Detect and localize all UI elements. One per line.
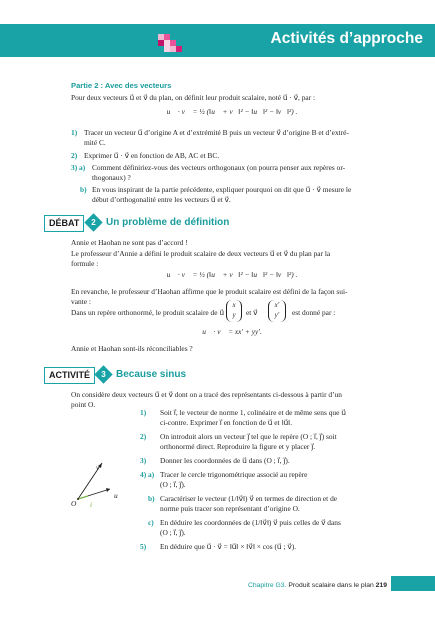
header-decoration — [158, 34, 182, 58]
question-text: (O ; i⃗, j⃗). — [160, 528, 186, 537]
question-number: 4) a) — [140, 470, 155, 479]
partie2-formula: u⃗ · v⃗ = ½ (‖u⃗ + v⃗‖² − ‖u⃗‖² − ‖v⃗‖²) . — [166, 107, 298, 116]
footer — [248, 581, 387, 590]
debat-line-5: vante : — [71, 297, 91, 306]
debat-line-4: En revanche, le professeur d’Haohan affirme que le produit scalaire est défini de la façon sui- — [71, 287, 348, 296]
header-square — [176, 46, 182, 52]
question-number: 1) — [140, 408, 147, 417]
question-text: Soit i⃗, le vecteur de norme 1, colinéaire et de même sens que u⃗ — [160, 408, 346, 417]
footer-page-number: 219 — [375, 582, 387, 589]
debat-title: Un problème de définition — [106, 217, 230, 228]
fig-label-v: v⃗ — [96, 463, 106, 472]
activite-intro-cont: point O. — [71, 400, 96, 409]
question-text: On introduit alors un vecteur j⃗ tel que le repère (O ; i⃗, j⃗) soit — [160, 432, 337, 441]
partie2-q1-cont: mité C. — [84, 138, 106, 147]
question-text: (O ; i⃗, j⃗). — [160, 480, 186, 489]
partie2-intro: Pour deux vecteurs u⃗ et v⃗ du plan, on définit leur produit scalaire, noté u⃗ · v⃗, par : — [71, 93, 316, 102]
question-text: Donner les coordonnées de u⃗ dans (O ; i⃗, j⃗). — [160, 456, 290, 465]
debat-formula-2: u⃗ · v⃗ = xx′ + yy′. — [202, 327, 262, 336]
activite-label: ACTIVITÉ — [44, 367, 95, 384]
debat-formula: u⃗ · v⃗ = ½ (‖u⃗ + v⃗‖² − ‖u⃗‖² − ‖v⃗‖²) . — [166, 270, 298, 279]
debat-line-6g: est donné par : — [292, 308, 336, 317]
footer-tab — [391, 576, 435, 591]
question-number: 3) — [140, 456, 147, 465]
question-text: norme puis tracer son représentant d’origine O. — [160, 504, 300, 513]
vector-u-arrowhead — [106, 488, 110, 492]
debat-u-x: x — [232, 301, 236, 309]
debat-vector-u-coords — [226, 300, 242, 322]
debat-u-y: y — [232, 311, 236, 319]
partie2-q1-number: 1) — [71, 128, 78, 137]
debat-number: 2 — [91, 218, 96, 227]
header-square — [164, 46, 170, 52]
debat-line-1: Annie et Haohan ne sont pas d’accord ! — [71, 238, 188, 247]
question-number: 2) — [140, 432, 147, 441]
question-number: b) — [148, 494, 155, 503]
question-number: c) — [148, 518, 154, 527]
question-text: ci-contre. Exprimer i⃗ en fonction de u⃗ et ‖u⃗‖. — [160, 418, 293, 427]
fig-label-o: O — [71, 499, 77, 508]
activite-number: 3 — [101, 370, 106, 379]
question-text: orthonormé direct. Reproduire la figure et y placer j⃗. — [160, 442, 316, 451]
partie2-q3a: Comment définiriez-vous des vecteurs orthogonaux (on pourra penser aux repères or- — [92, 163, 346, 172]
partie2-q3b-number: b) — [80, 185, 87, 194]
debat-line-2: Le professeur d’Annie a défini le produit scalaire de deux vecteurs u⃗ et v⃗ du plan par la — [71, 249, 331, 258]
partie2-q3b: En vous inspirant de la partie précédente, expliquer pourquoi on dit que u⃗ · v⃗ mesure le — [92, 185, 352, 194]
partie2-heading: Partie 2 : Avec des vecteurs — [71, 81, 172, 90]
debat-label: DÉBAT — [44, 215, 84, 232]
question-text: Tracer le cercle trigonométrique associé au repère — [160, 470, 308, 479]
partie2-q3b-cont: début d’orthogonalité entre les vecteurs u⃗ et v⃗. — [92, 195, 231, 204]
activite-intro: On considère deux vecteurs u⃗ et v⃗ dont on a tracé des représentants ci-dessous à partir d’un — [71, 390, 342, 399]
question-text: En déduire que u⃗ · v⃗ = ‖u⃗‖ × ‖v⃗‖ × cos (u⃗ ; v⃗). — [160, 542, 297, 551]
debat-v-y: y′ — [274, 311, 280, 319]
question-text: En déduire les coordonnées de (1/‖v⃗‖) v⃗ puis celles de v⃗ dans — [160, 518, 341, 527]
debat-line-6a: Dans un repère orthonormé, le produit scalaire de u⃗ — [71, 308, 225, 317]
question-text: Caractériser le vecteur (1/‖v⃗‖) v⃗ en termes de direction et de — [160, 494, 338, 503]
fig-label-i: i⃗ — [90, 500, 98, 509]
footer-chapter: Chapitre G3. — [247, 582, 287, 589]
fig-label-u: u⃗ — [114, 491, 124, 500]
debat-line-6d: et v⃗ — [246, 308, 258, 317]
activite-title: Because sinus — [116, 369, 187, 380]
partie2-q2-number: 2) — [71, 151, 78, 160]
debat-v-x: x′ — [274, 301, 280, 309]
footer-chapter-title: Produit scalaire dans le plan — [288, 582, 374, 589]
debat-line-7: Annie et Haohan sont-ils réconciliables ? — [71, 344, 193, 353]
partie2-q1: Tracer un vecteur u⃗ d’origine A et d’extrémité B puis un vecteur v⃗ d’origine B et d’extré- — [84, 128, 349, 137]
partie2-q3a-cont: thogonaux) ? — [92, 173, 131, 182]
partie2-q3a-number: 3) a) — [71, 163, 86, 172]
partie2-q2: Exprimer u⃗ · v⃗ en fonction de AB, AC et BC. — [84, 151, 220, 160]
page-title: Activités d’approche — [270, 30, 423, 47]
activite-number-badge — [94, 365, 112, 383]
origin-point — [77, 498, 79, 500]
question-number: 5) — [140, 542, 147, 551]
debat-vector-v-coords — [268, 300, 286, 322]
debat-line-3: formule : — [71, 259, 99, 268]
debat-number-badge — [84, 213, 102, 231]
